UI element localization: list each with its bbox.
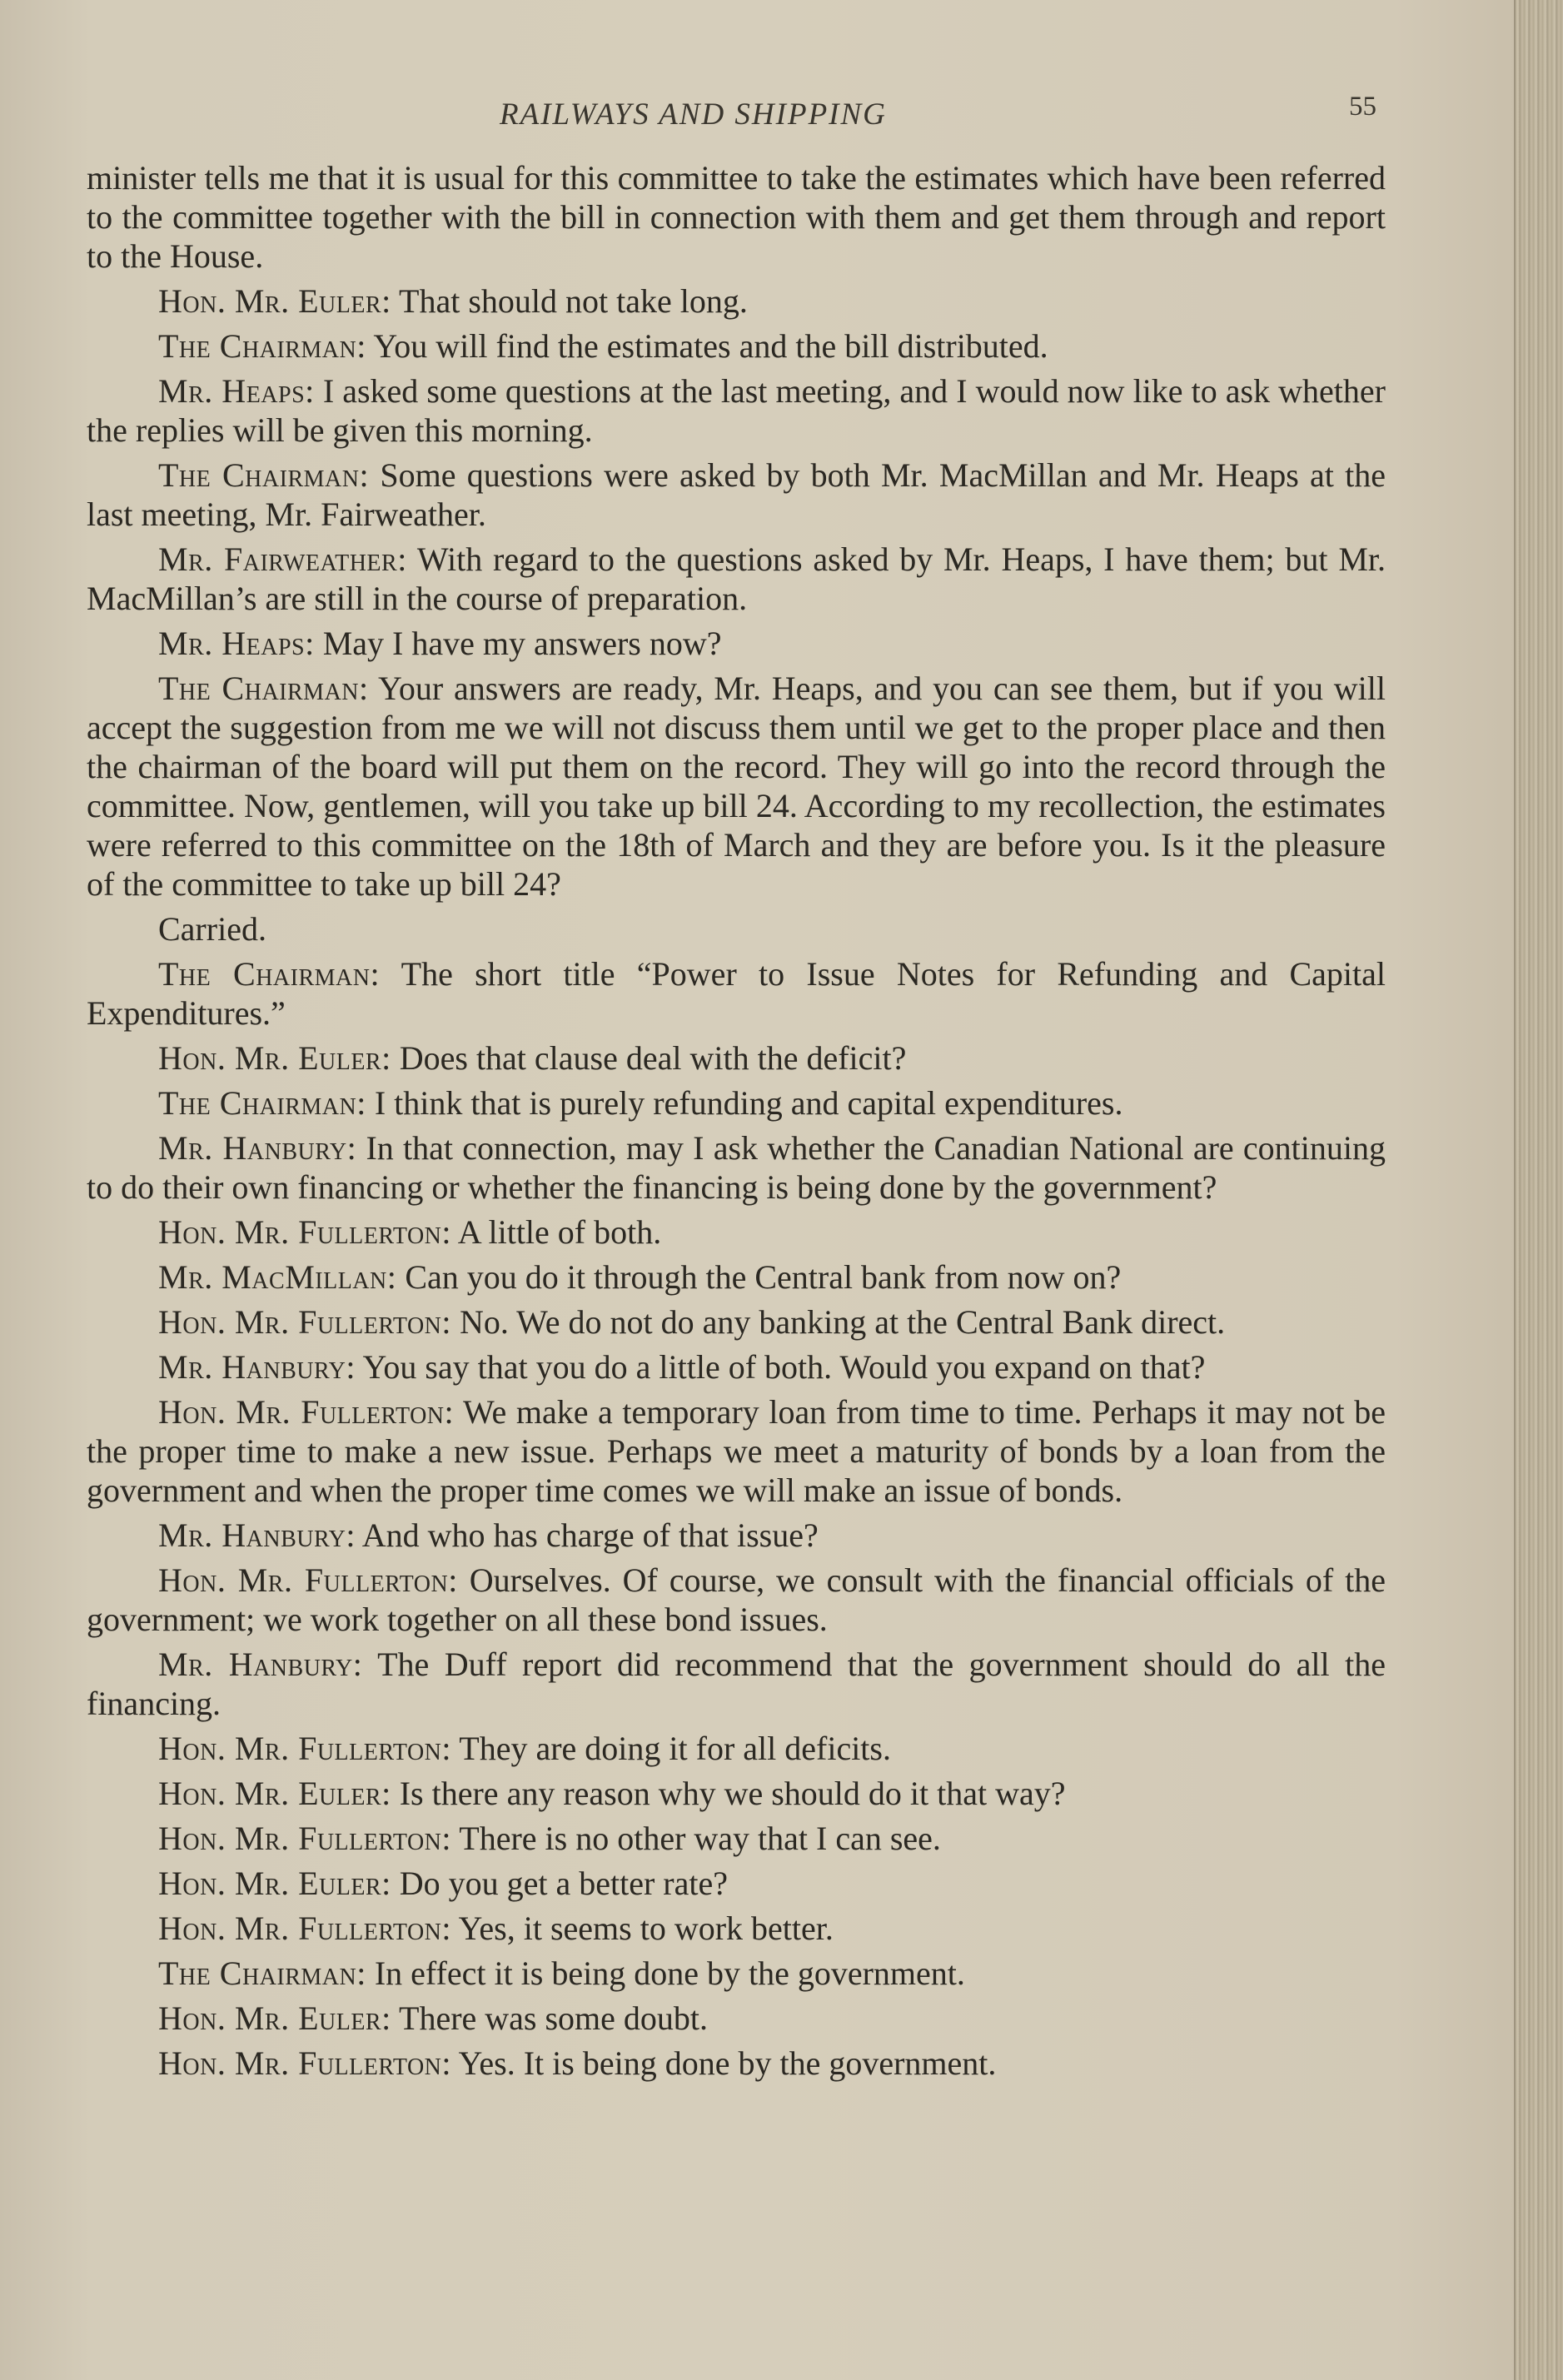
speaker-label: Hon. Mr. Fullerton: (158, 1730, 451, 1767)
paragraph (87, 281, 1386, 321)
paragraph (87, 909, 1386, 949)
paragraph-text: The Duff report did recommend that the government should do all the financing. (87, 1646, 1386, 1722)
paragraph-text: There is no other way that I can see. (451, 1820, 941, 1857)
speaker-label: Hon. Mr. Fullerton: (158, 1561, 458, 1599)
paragraph-text: Ourselves. Of course, we consult with the financial officials of the government; we work together on all these bond issues. (87, 1561, 1386, 1638)
paragraph-text: There was some doubt. (391, 1999, 709, 2037)
speaker-label: Hon. Mr. Euler: (158, 1775, 391, 1812)
paragraph-text: Your answers are ready, Mr. Heaps, and you can see them, but if you will accept the suggestion from me we will not discuss them until we get to the proper place and then the chairman of the board will put them on the record. They will go into the record through the committee. Now, gentlemen, will you take up bill 24. According to my recollection, the estimates were referred to this committee on the 18th of March and they are before you. Is it the pleasure of the committee to take up bill 24? (87, 670, 1386, 903)
page-header (0, 92, 1516, 133)
paragraph (87, 1819, 1386, 1858)
paragraph (87, 540, 1386, 618)
paragraph-text: In effect it is being done by the government. (366, 1954, 965, 1992)
paragraph-text: I think that is purely refunding and capital expenditures. (366, 1084, 1123, 1122)
paragraph (87, 1999, 1386, 2038)
paragraph-text: Does that clause deal with the deficit? (391, 1039, 907, 1077)
paragraph (87, 1347, 1386, 1387)
speaker-label: The Chairman: (158, 670, 369, 707)
running-head: RAILWAYS AND SHIPPING (500, 97, 887, 132)
paragraph (87, 1038, 1386, 1078)
speaker-label: The Chairman: (158, 1084, 366, 1122)
speaker-label: The Chairman: (158, 1954, 366, 1992)
speaker-label: Hon. Mr. Fullerton: (158, 1393, 455, 1431)
paragraph-text: A little of both. (451, 1213, 662, 1251)
paragraph (87, 1212, 1386, 1252)
paragraph (87, 1083, 1386, 1123)
paragraph-text: Can you do it through the Central bank from now on? (396, 1258, 1122, 1296)
page-number: 55 (1349, 92, 1376, 122)
paragraph (87, 456, 1386, 534)
paragraph-text: I asked some questions at the last meeting, and I would now like to ask whether the replies will be given this morning. (87, 372, 1386, 449)
speaker-label: The Chairman: (158, 327, 366, 365)
paragraph-text: And who has charge of that issue? (355, 1516, 819, 1554)
paragraph (87, 1516, 1386, 1555)
speaker-label: Hon. Mr. Fullerton: (158, 1909, 451, 1947)
paragraph (87, 1302, 1386, 1342)
paragraph (87, 1864, 1386, 1903)
speaker-label: Mr. Hanbury: (158, 1646, 363, 1683)
speaker-label: The Chairman: (158, 456, 370, 494)
paragraph-text: Do you get a better rate? (391, 1865, 728, 1902)
body-text (87, 158, 1386, 2089)
book-binding-edge (1514, 0, 1563, 2380)
paragraph-text: Yes. It is being done by the government. (451, 2044, 997, 2082)
speaker-label: Mr. Fairweather: (158, 540, 407, 578)
speaker-label: Mr. Hanbury: (158, 1348, 356, 1386)
paragraph-text: That should not take long. (391, 282, 748, 320)
paragraph (87, 1561, 1386, 1639)
paragraph-text: Some questions were asked by both Mr. MacMillan and Mr. Heaps at the last meeting, Mr. Fairweather. (87, 456, 1386, 533)
paragraph-text: The short title “Power to Issue Notes for Refunding and Capital Expenditures.” (87, 955, 1386, 1032)
paragraph-text: minister tells me that it is usual for this committee to take the estimates which have been referred to the committee together with the bill in connection with them and get them through and report to the House. (87, 159, 1386, 275)
paragraph-text: In that connection, may I ask whether the Canadian National are continuing to do their own financing or whether the financing is being done by the government? (87, 1129, 1386, 1206)
paragraph (87, 2044, 1386, 2083)
paragraph (87, 1392, 1386, 1510)
paragraph (87, 669, 1386, 904)
paragraph-text: We make a temporary loan from time to time. Perhaps it may not be the proper time to make a new issue. Perhaps we meet a maturity of bonds by a loan from the government and when the proper time comes we will make an issue of bonds. (87, 1393, 1386, 1509)
speaker-label: Hon. Mr. Euler: (158, 282, 391, 320)
paragraph (87, 1128, 1386, 1207)
paragraph (87, 1954, 1386, 1993)
speaker-label: Mr. Heaps: (158, 625, 315, 662)
speaker-label: The Chairman: (158, 955, 381, 993)
paragraph (87, 1909, 1386, 1948)
paragraph (87, 158, 1386, 276)
speaker-label: Hon. Mr. Euler: (158, 1999, 391, 2037)
paragraph-text: You will find the estimates and the bill distributed. (366, 327, 1048, 365)
speaker-label: Mr. Heaps: (158, 372, 315, 410)
paragraph-text: Yes, it seems to work better. (451, 1909, 834, 1947)
speaker-label: Mr. Hanbury: (158, 1516, 356, 1554)
paragraph (87, 1774, 1386, 1813)
speaker-label: Hon. Mr. Fullerton: (158, 1303, 451, 1341)
paragraph-text: You say that you do a little of both. Would you expand on that? (355, 1348, 1206, 1386)
speaker-label: Hon. Mr. Fullerton: (158, 1213, 451, 1251)
paragraph-text: No. We do not do any banking at the Central Bank direct. (451, 1303, 1226, 1341)
paragraph (87, 371, 1386, 450)
speaker-label: Mr. Hanbury: (158, 1129, 357, 1167)
paragraph (87, 954, 1386, 1033)
speaker-label: Mr. MacMillan: (158, 1258, 397, 1296)
speaker-label: Hon. Mr. Fullerton: (158, 2044, 451, 2082)
paragraph-text: With regard to the questions asked by Mr. Heaps, I have them; but Mr. MacMillan’s are still in the course of preparation. (87, 540, 1386, 617)
paragraph (87, 326, 1386, 366)
speaker-label: Hon. Mr. Euler: (158, 1039, 391, 1077)
paragraph-text: Carried. (158, 910, 266, 948)
paragraph (87, 624, 1386, 663)
paragraph (87, 1645, 1386, 1723)
paragraph-text: They are doing it for all deficits. (451, 1730, 891, 1767)
paragraph-text: May I have my answers now? (314, 625, 722, 662)
speaker-label: Hon. Mr. Fullerton: (158, 1820, 451, 1857)
paragraph-text: Is there any reason why we should do it that way? (391, 1775, 1066, 1812)
speaker-label: Hon. Mr. Euler: (158, 1865, 391, 1902)
paragraph (87, 1729, 1386, 1768)
paragraph (87, 1257, 1386, 1297)
